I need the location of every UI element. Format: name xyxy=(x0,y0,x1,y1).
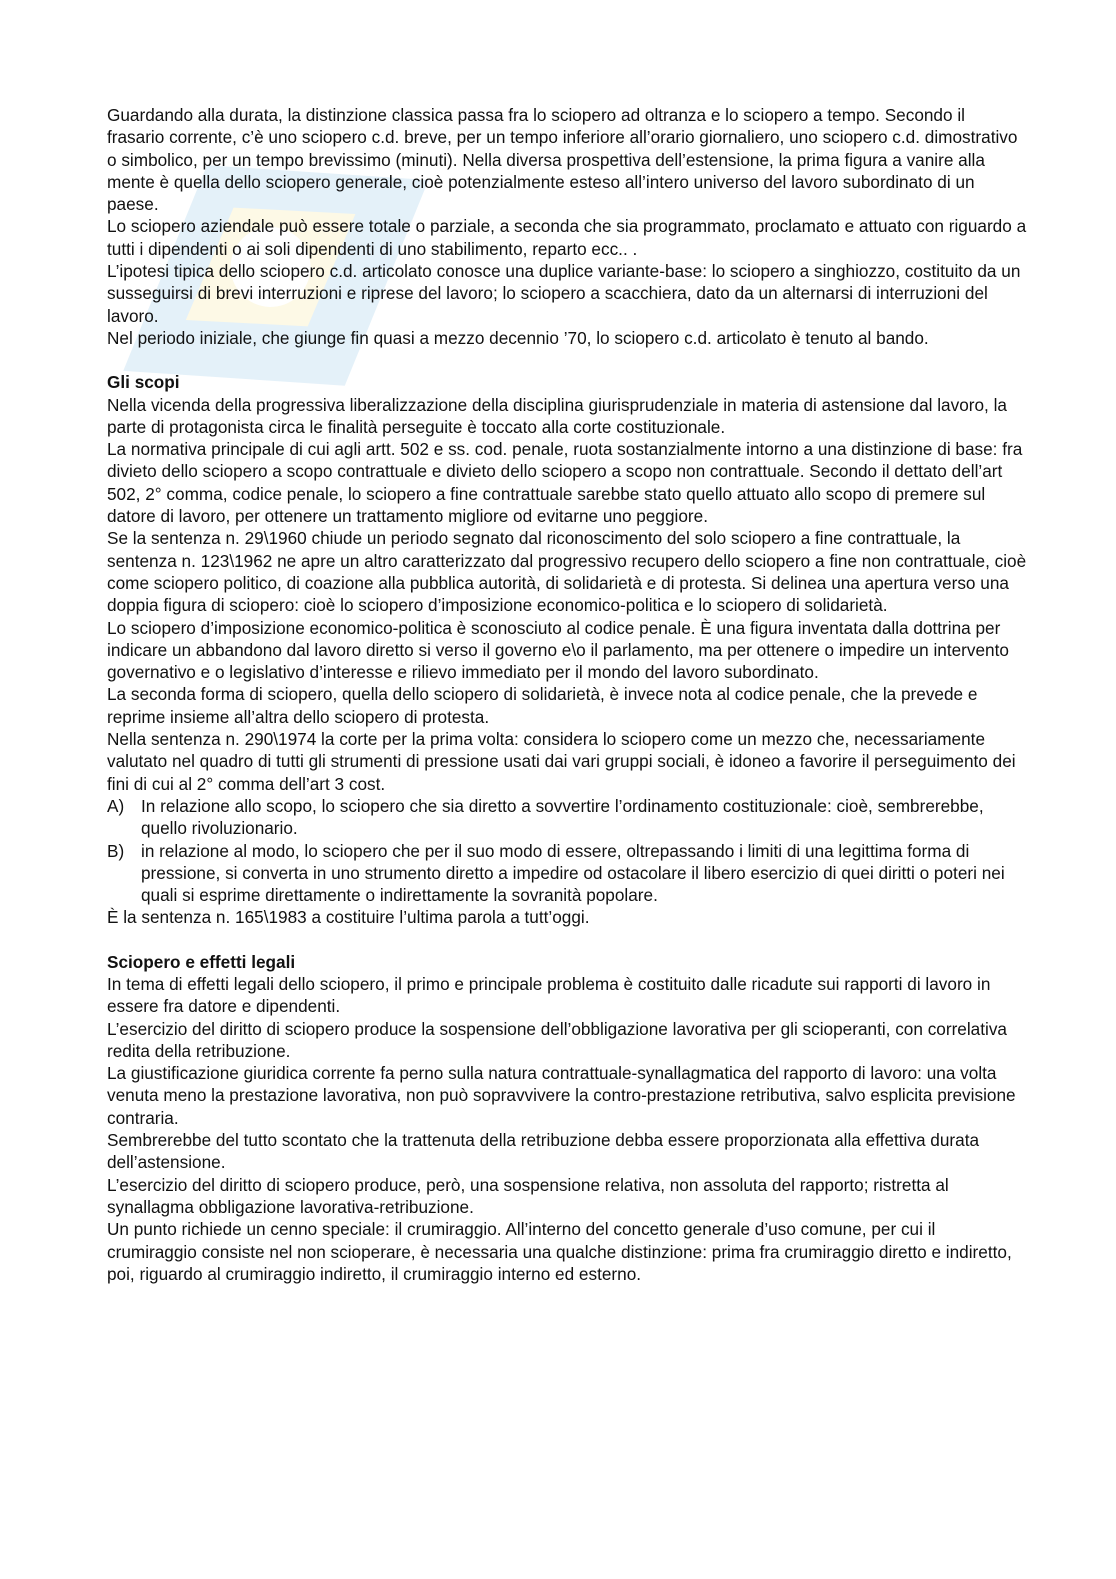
list-marker: B) xyxy=(107,840,125,861)
effetti-paragraph-6: Un punto richiede un cenno speciale: il crumiraggio. All’interno del concetto generale d’uso comune, per cui il crumiraggio consiste nel non scioperare, è necessaria una qualche distinzione: prima fra crumiraggio diretto e indiretto, poi, riguardo al crumiraggio indiretto, il crumiraggio interno ed esterno. xyxy=(107,1219,1012,1284)
scopi-paragraph-3: Se la sentenza n. 29\1960 chiude un periodo segnato dal riconoscimento del solo sciopero a fine contrattuale, la sentenza n. 123\1962 ne apre un altro caratterizzato dal progressivo recupero dello sciopero a fine non contrattuale, cioè come sciopero politico, di coazione alla pubblica autorità, di solidarietà e di protesta. Si delinea una apertura verso una doppia figura di sciopero: cioè lo sciopero d’imposizione economico-politica e lo sciopero di solidarietà. xyxy=(107,528,1027,616)
effetti-paragraph-5: L’esercizio del diritto di sciopero produce, però, una sospensione relativa, non assoluta del rapporto; ristretta al synallagma obbligazione lavorativa-retribuzione. xyxy=(107,1174,949,1217)
intro-paragraph-2: Lo sciopero aziendale può essere totale o parziale, a seconda che sia programmato, proclamato e attuato con riguardo a tutti i dipendenti o ai soli dipendenti di uno stabilimento, reparto ecc.. . xyxy=(107,216,1027,259)
list-marker: A) xyxy=(107,795,125,816)
scopi-closing: È la sentenza n. 165\1983 a costituire l’ultima parola a tutt’oggi. xyxy=(107,907,590,928)
document-page xyxy=(107,104,1027,1285)
scopi-paragraph-4: Lo sciopero d’imposizione economico-politica è sconosciuto al codice penale. È una figura inventata dalla dottrina per indicare un abbandono dal lavoro diretto si verso il governo e\o il parlamento, ma per ottenere o impedire un intervento governativo e o legislativo d’interesse e rilievo immediato per il mondo del lavoro subordinato. xyxy=(107,617,1009,683)
effetti-paragraph-4: Sembrerebbe del tutto scontato che la trattenuta della retribuzione debba essere proporzionata alla effettiva durata dell’astensione. xyxy=(107,1130,980,1173)
scopi-paragraph-2: La normativa principale di cui agli artt. 502 e ss. cod. penale, ruota sostanzialmente intorno a una distinzione di base: fra divieto dello sciopero a scopo contrattuale e divieto dello sciopero a scopo non contrattuale. Secondo il dettato dell’art 502, 2° comma, codice penale, lo sciopero a fine contrattuale sarebbe stato quello attuato allo scopo di premere sul datore di lavoro, per ottenere un trattamento migliore od evitarne uno peggiore. xyxy=(107,439,1023,527)
section-heading-scopi: Gli scopi xyxy=(107,372,180,393)
scopi-paragraph-6: Nella sentenza n. 290\1974 la corte per la prima volta: considera lo sciopero come un mezzo che, necessariamente valutato nel quadro di tutti gli strumenti di pressione usati dai vari gruppi sociali, è idoneo a favorire il perseguimento dei fini di cui al 2° comma dell’art 3 cost. xyxy=(107,729,1016,794)
section-heading-effetti: Sciopero e effetti legali xyxy=(107,951,296,972)
effetti-paragraph-2: L’esercizio del diritto di sciopero produce la sospensione dell’obbligazione lavorativa per gli scioperanti, con correlativa redita della retribuzione. xyxy=(107,1018,1007,1061)
list-text: in relazione al modo, lo sciopero che per il suo modo di essere, oltrepassando i limiti di una legittima forma di pressione, si converta in uno strumento diretto a impedire od ostacolare il libero esercizio di quei diritti o poteri nei quali si esprime direttamente o indirettamente la sovranità popolare. xyxy=(141,840,1005,906)
effetti-paragraph-3: La giustificazione giuridica corrente fa perno sulla natura contrattuale-synallagmatica del rapporto di lavoro: una volta venuta meno la prestazione lavorativa, non può sopravvivere la contro-prestazione retributiva, salvo esplicita previsione contraria. xyxy=(107,1063,1016,1128)
scopi-paragraph-5: La seconda forma di sciopero, quella dello sciopero di solidarietà, è invece nota al codice penale, che la prevede e reprime insieme all’altra dello sciopero di protesta. xyxy=(107,684,978,727)
intro-paragraph-4: Nel periodo iniziale, che giunge fin quasi a mezzo decennio ’70, lo sciopero c.d. articolato è tenuto al bando. xyxy=(107,327,929,348)
list-item xyxy=(107,840,1027,907)
list-item xyxy=(107,795,1027,840)
intro-paragraph-1: Guardando alla durata, la distinzione classica passa fra lo sciopero ad oltranza e lo sciopero a tempo. Secondo il frasario corrente, c’è uno sciopero c.d. breve, per un tempo inferiore all’orario giornaliero, uno sciopero c.d. dimostrativo o simbolico, per un tempo brevissimo (minuti). Nella diversa prospettiva dell’estensione, la prima figura a vanire alla mente è quella dello sciopero generale, cioè potenzialmente esteso all’intero universo del lavoro subordinato di un paese. xyxy=(107,105,1018,215)
scopi-paragraph-1: Nella vicenda della progressiva liberalizzazione della disciplina giurisprudenziale in materia di astensione dal lavoro, la parte di protagonista circa le finalità perseguite è toccato alla corte costituzionale. xyxy=(107,394,1007,437)
effetti-paragraph-1: In tema di effetti legali dello sciopero, il primo e principale problema è costituito dalle ricadute sui rapporti di lavoro in essere fra datore e dipendenti. xyxy=(107,973,991,1017)
list-text: In relazione allo scopo, lo sciopero che sia diretto a sovvertire l’ordinamento costituzionale: cioè, sembrerebbe, quello rivoluzionario. xyxy=(141,795,984,839)
intro-paragraph-3: L’ipotesi tipica dello sciopero c.d. articolato conosce una duplice variante-base: lo sciopero a singhiozzo, costituito da un susseguirsi di brevi interruzioni e riprese del lavoro; lo sciopero a scacchiera, dato da un alternarsi di interruzioni del lavoro. xyxy=(107,261,1021,326)
